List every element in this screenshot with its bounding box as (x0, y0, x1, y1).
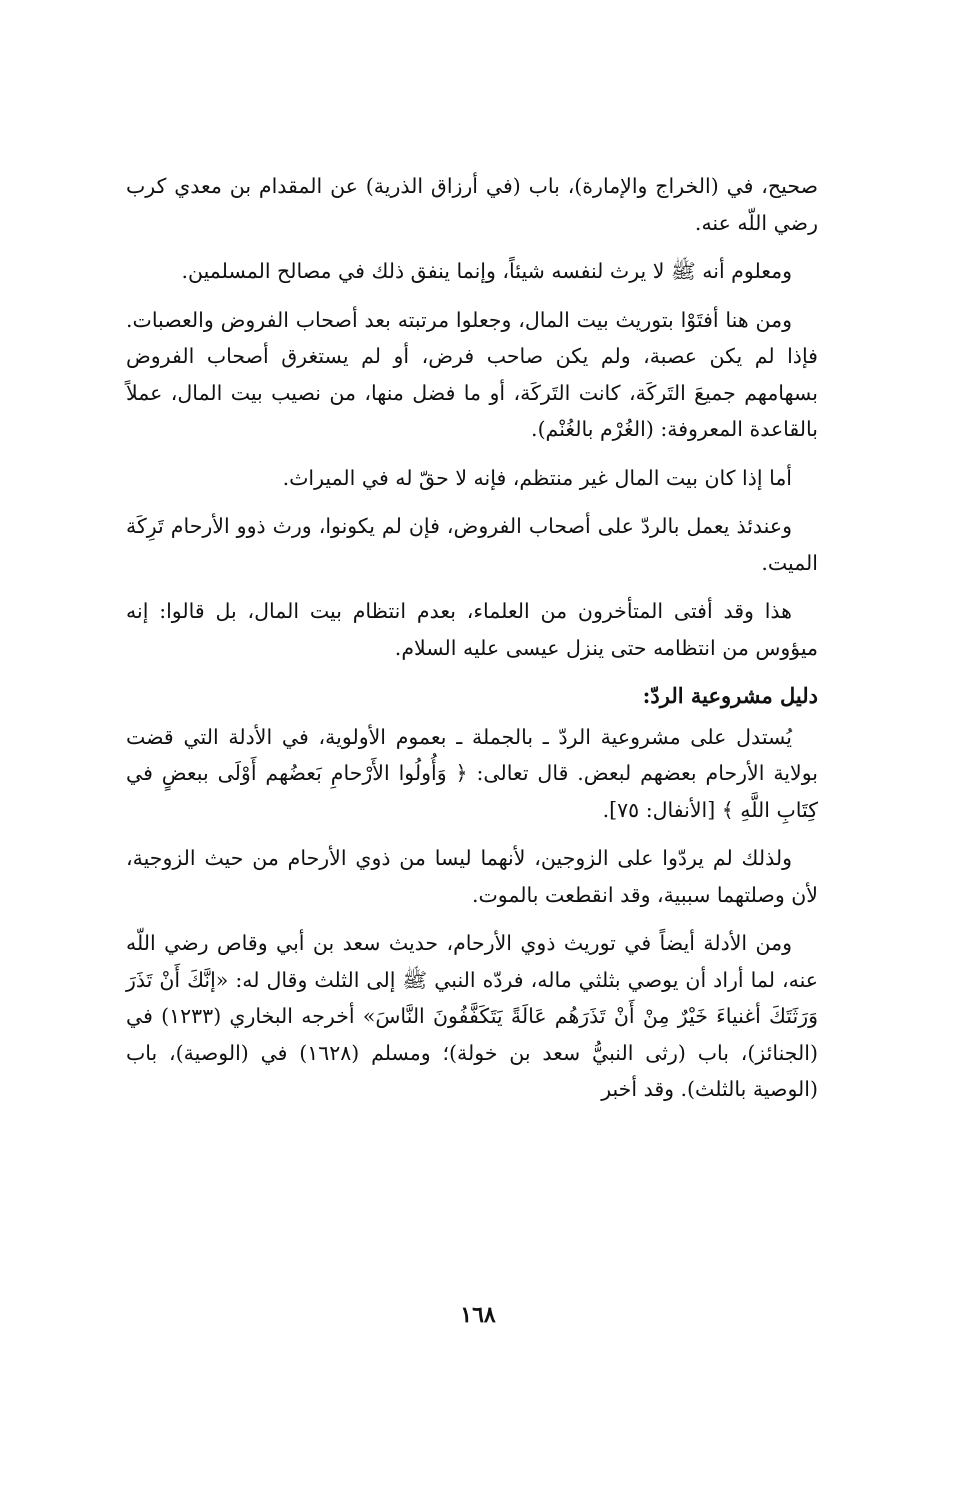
section-heading: دليل مشروعية الردّ: (642, 683, 818, 708)
text-block (126, 168, 818, 1120)
paragraph: يُستدل على مشروعية الردّ ـ بالجملة ـ بعموم الأولوية، في الأدلة التي قضت بولاية الأرحام بعضهم لبعض. قال تعالى: ﴿ وَأُولُوا الأَرْحامِ بَعضُهم أَوْلَى ببعضٍ في كِتَابِ اللَّهِ ﴾ [الأنفال: ٧٥]. (126, 724, 818, 822)
paragraph: ولذلك لم يردّوا على الزوجين، لأنهما ليسا من ذوي الأرحام من حيث الزوجية، لأن وصلتهما سببية، وقد انقطعت بالموت. (126, 846, 818, 907)
paragraph: ومن الأدلة أيضاً في توريث ذوي الأرحام، حديث سعد بن أبي وقاص رضي اللّه عنه، لما أراد أن يوصي بثلثي ماله، فردّه النبي ﷺ إلى الثلث وقال له: «إنَّكَ أَنْ تَذَرَ وَرَثَتَكَ أغنياءَ خَيْرٌ مِنْ أَنْ تَذَرَهُم عَالَةً يَتَكَفَّفُونَ النَّاسَ» أخرجه البخاري (١٢٣٣) في (الجنائز)، باب (رثى النبيُّ سعد بن خولة)؛ ومسلم (١٦٢٨) في (الوصية)، باب (الوصية بالثلث). وقد أخبر (126, 931, 818, 1101)
paragraph: ومن هنا أفتَوْا بتوريث بيت المال، وجعلوا مرتبته بعد أصحاب الفروض والعصبات. فإذا لم يكن عصبة، ولم يكن صاحب فرض، أو لم يستغرق أصحاب الفروض بسهامهم جميعَ التَركَة، كانت التَركَة، أو ما فضل منها، من نصيب بيت المال، عملاً بالقاعدة المعروفة: (الغُرْم بالغُنْم). (126, 307, 818, 441)
paragraph: هذا وقد أفتى المتأخرون من العلماء، بعدم انتظام بيت المال، بل قالوا: إنه ميؤوس من انتظامه حتى ينزل عيسى عليه السلام. (126, 599, 818, 660)
paragraph: أما إذا كان بيت المال غير منتظم، فإنه لا حقّ له في الميراث. (282, 465, 792, 490)
paragraph: وعندئذ يعمل بالردّ على أصحاب الفروض، فإن لم يكونوا، ورث ذوو الأرحام تَرِكَة الميت. (126, 514, 818, 575)
paragraph: صحيح، في (الخراج والإمارة)، باب (في أرزاق الذرية) عن المقدام بن معدي كرب رضي اللّه عنه. (126, 174, 818, 235)
paragraph: ومعلوم أنه ﷺ لا يرث لنفسه شيئاً، وإنما ينفق ذلك في مصالح المسلمين. (181, 259, 792, 283)
page-number: ١٦٨ (460, 1302, 496, 1328)
